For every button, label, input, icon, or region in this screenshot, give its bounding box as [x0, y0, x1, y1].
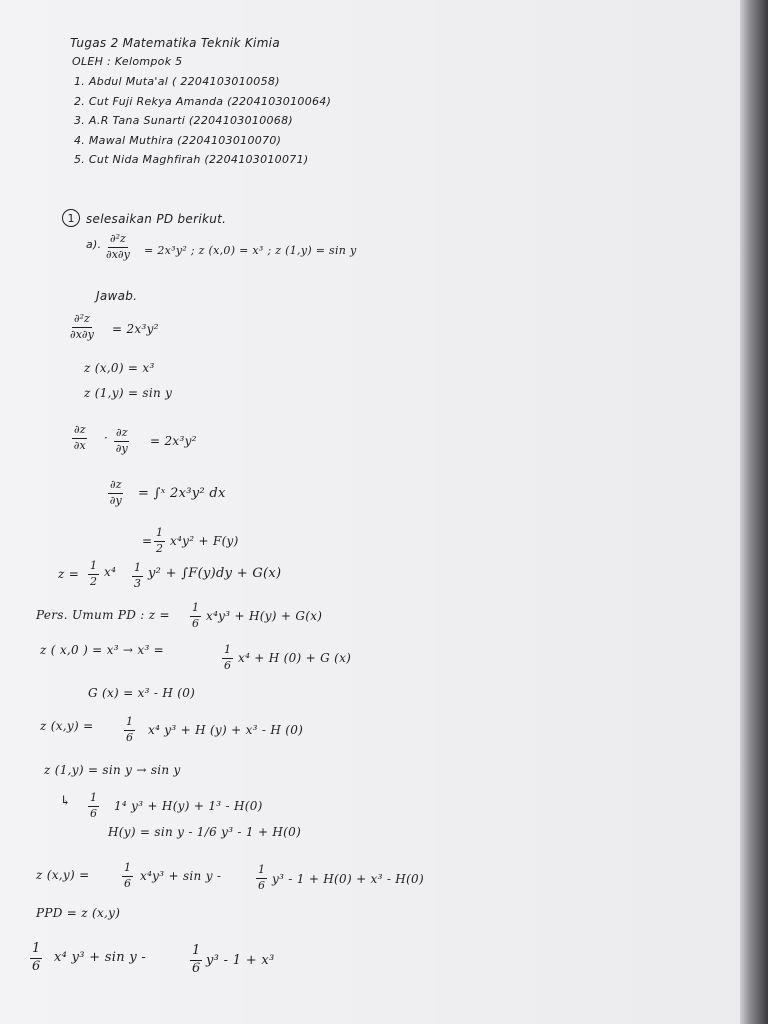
general-solution-label: Pers. Umum PD : z =: [36, 608, 170, 622]
step1-fraction: [70, 313, 94, 341]
step15-rhs: y³ - 1 + H(0) + x³ - H(0): [272, 872, 424, 886]
step15-mid: x⁴y³ + sin y -: [140, 869, 222, 883]
answer-label: Jawab.: [96, 289, 138, 303]
step9-numerator: 1: [222, 644, 233, 659]
member-5: 5. Cut Nida Maghfirah (2204103010071): [74, 153, 309, 166]
step15-denominator-b: 6: [258, 878, 265, 892]
step11-numerator: 1: [124, 716, 135, 731]
step5-numerator: ∂z: [108, 479, 123, 494]
step4-fraction-x: [72, 424, 87, 452]
step13-denominator: 6: [90, 806, 97, 820]
step4-numerator-x: ∂z: [72, 424, 87, 439]
general-solution-numerator: 1: [190, 602, 201, 617]
step12-boundary: z (1,y) = sin y → sin y: [44, 763, 181, 777]
step15-fraction-a: [122, 862, 133, 890]
problem-number-circle: 1: [62, 209, 80, 227]
step14-hy: H(y) = sin y - 1/6 y³ - 1 + H(0): [108, 825, 302, 839]
step10-gx: G (x) = x³ - H (0): [88, 686, 196, 700]
step7-fraction-b: [132, 562, 143, 590]
member-2: 2. Cut Fuji Rekya Amanda (2204103010064): [74, 95, 332, 108]
problem-title: selesaikan PD berikut.: [86, 212, 227, 226]
step6-rhs: x⁴y² + F(y): [170, 534, 239, 548]
step4-rhs: = 2x³y²: [150, 434, 197, 448]
step13-numerator: 1: [88, 792, 99, 807]
step15-numerator-a: 1: [122, 862, 133, 877]
step4-dot: ·: [104, 431, 109, 445]
step15-numerator-b: 1: [256, 864, 267, 879]
step15-fraction-b: [256, 864, 267, 892]
step11-denominator: 6: [126, 730, 133, 744]
step3-boundary: z (1,y) = sin y: [84, 386, 173, 400]
pde-rhs: = 2x³y² ; z (x,0) = x³ ; z (1,y) = sin y: [144, 244, 357, 257]
step13-rhs: 1⁴ y³ + H(y) + 1³ - H(0): [114, 799, 263, 813]
member-4: 4. Mawal Muthira (2204103010070): [74, 134, 282, 147]
step7-denominator-b: 3: [134, 576, 141, 590]
final-rhs: y³ - 1 + x³: [206, 953, 275, 968]
step6-equals: =: [142, 534, 153, 548]
step4-numerator-y: ∂z: [114, 427, 129, 442]
final-denominator-a: 6: [32, 958, 41, 974]
final-fraction-a: [30, 942, 42, 975]
step7-lhs: z =: [58, 567, 80, 581]
step11-fraction: [124, 716, 135, 744]
final-denominator-b: 6: [192, 960, 201, 976]
problem-part-label: a).: [86, 238, 102, 251]
final-numerator-a: 1: [30, 942, 42, 959]
step7-fraction-a: [88, 560, 99, 588]
pde-fraction: [106, 233, 130, 261]
pde-numerator: ∂²z: [108, 233, 128, 248]
step2-boundary: z (x,0) = x³: [84, 361, 155, 375]
step9-fraction: [222, 644, 233, 672]
step6-fraction: [154, 527, 165, 555]
step7-rhs: y² + ∫F(y)dy + G(x): [148, 566, 282, 581]
step4-denominator-x: ∂x: [73, 438, 86, 452]
general-solution-denominator: 6: [192, 616, 199, 630]
step15-lhs: z (x,y) =: [36, 868, 90, 882]
step13-arrow: ↳: [60, 794, 72, 809]
final-numerator-b: 1: [190, 944, 202, 961]
step5-fraction: [108, 479, 123, 507]
pde-denominator: ∂x∂y: [106, 247, 130, 261]
step11-rhs: x⁴ y³ + H (y) + x³ - H (0): [148, 723, 304, 737]
member-3: 3. A.R Tana Sunarti (2204103010068): [74, 114, 293, 127]
step7-numerator-a: 1: [88, 560, 99, 575]
member-1: 1. Abdul Muta'al ( 2204103010058): [74, 75, 280, 88]
step9-lhs: z ( x,0 ) = x³ → x³ =: [40, 643, 165, 657]
general-solution-fraction: [190, 602, 201, 630]
page-edge-shadow: [740, 0, 768, 1024]
step7-denominator-a: 2: [90, 574, 97, 588]
step13-fraction: [88, 792, 99, 820]
final-mid: x⁴ y³ + sin y -: [54, 950, 147, 965]
step7-numerator-b: 1: [132, 562, 143, 577]
assignment-title: Tugas 2 Matematika Teknik Kimia: [70, 36, 280, 50]
step9-denominator: 6: [224, 658, 231, 672]
particular-solution-label: PPD = z (x,y): [36, 906, 121, 920]
step5-denominator: ∂y: [109, 493, 122, 507]
step1-denominator: ∂x∂y: [70, 327, 94, 341]
step1-numerator: ∂²z: [72, 313, 92, 328]
step4-fraction-y: [114, 427, 129, 455]
step5-rhs: = ∫ˣ 2x³y² dx: [138, 486, 226, 501]
general-solution-rhs: x⁴y³ + H(y) + G(x): [206, 609, 323, 623]
step6-denominator: 2: [156, 541, 163, 555]
step9-rhs: x⁴ + H (0) + G (x): [238, 651, 352, 665]
group-label: OLEH : Kelompok 5: [72, 55, 183, 68]
step4-denominator-y: ∂y: [115, 441, 128, 455]
step1-rhs: = 2x³y²: [112, 322, 159, 336]
final-fraction-b: [190, 944, 202, 977]
step7-term: x⁴: [104, 565, 117, 579]
step11-lhs: z (x,y) =: [40, 719, 94, 733]
step15-denominator-a: 6: [124, 876, 131, 890]
step6-numerator: 1: [154, 527, 165, 542]
